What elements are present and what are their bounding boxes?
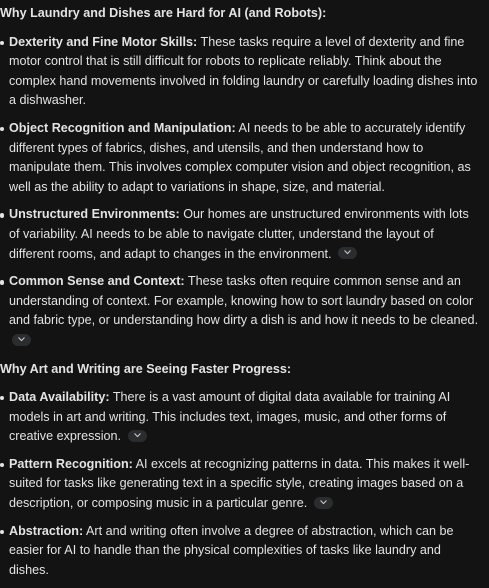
- item-term: Object Recognition and Manipulation:: [9, 120, 236, 135]
- list-item-abstraction: [0, 522, 480, 581]
- item-term: Data Availability:: [9, 390, 110, 405]
- item-term: Abstraction:: [9, 523, 84, 538]
- item-text: AI excels at recognizing patterns in data. This makes it well-suited for tasks like generating text in a specific style, creating images based on a description, or composing music in a particular genre.: [9, 456, 470, 511]
- list-item-object-recognition: [0, 119, 480, 197]
- chevron-down-icon: [344, 250, 351, 255]
- item-text: These tasks often require common sense and an understanding of context. For example, knowing how to sort laundry based on color and fabric type, or understanding how dirty a dish is and how it needs to be cleaned.: [9, 274, 479, 328]
- chevron-down-icon: [320, 500, 327, 505]
- section-heading: Why Art and Writing are Seeing Faster Progress:: [0, 361, 292, 376]
- list-item-common-sense: [0, 272, 480, 350]
- list-item-data-availability: [0, 388, 480, 447]
- expand-source-button[interactable]: [338, 247, 357, 259]
- section-heading: Why Laundry and Dishes are Hard for AI (and Robots):: [0, 6, 327, 20]
- section-art-writing: [0, 360, 480, 581]
- item-text: Our homes are unstructured environments with lots of variability. AI needs to be able to navigate clutter, understand the layout of different rooms, and adapt to changes in the environment.: [9, 207, 469, 261]
- expand-source-button[interactable]: [314, 497, 333, 509]
- response-content: [0, 4, 480, 588]
- chevron-down-icon: [18, 337, 25, 342]
- item-term: Pattern Recognition:: [9, 456, 133, 471]
- expand-source-button[interactable]: [12, 334, 31, 346]
- item-term: Unstructured Environments:: [9, 207, 180, 222]
- chevron-down-icon: [134, 433, 141, 438]
- item-text: AI needs to be able to accurately identify different types of fabrics, dishes, and utensils, and then understand how to manipulate them. This involves complex computer vision and object recognition, as well as the ability to adapt to variations in shape, size, and material.: [9, 120, 471, 194]
- bullet-list: [0, 388, 480, 580]
- expand-source-button[interactable]: [128, 430, 147, 442]
- item-text: These tasks require a level of dexterity and fine motor control that is still difficult for robots to replicate reliably. Think about the complex hand movements involved in folding laundry or carefully loading dishes into a dishwasher.: [9, 34, 478, 108]
- item-term: Dexterity and Fine Motor Skills:: [9, 34, 198, 49]
- list-item-dexterity: [0, 33, 480, 111]
- item-text: There is a vast amount of digital data available for training AI models in art and writing. This includes text, images, music, and other forms of creative expression.: [9, 390, 451, 444]
- list-item-pattern-recognition: [0, 455, 480, 514]
- list-item-unstructured: [0, 205, 480, 264]
- section-laundry-dishes: [0, 4, 480, 351]
- item-term: Common Sense and Context:: [9, 274, 185, 289]
- item-text: Art and writing often involve a degree of abstraction, which can be easier for AI to handle than the physical complexities of tasks like laundry and dishes.: [9, 523, 454, 577]
- bullet-list: [0, 33, 480, 351]
